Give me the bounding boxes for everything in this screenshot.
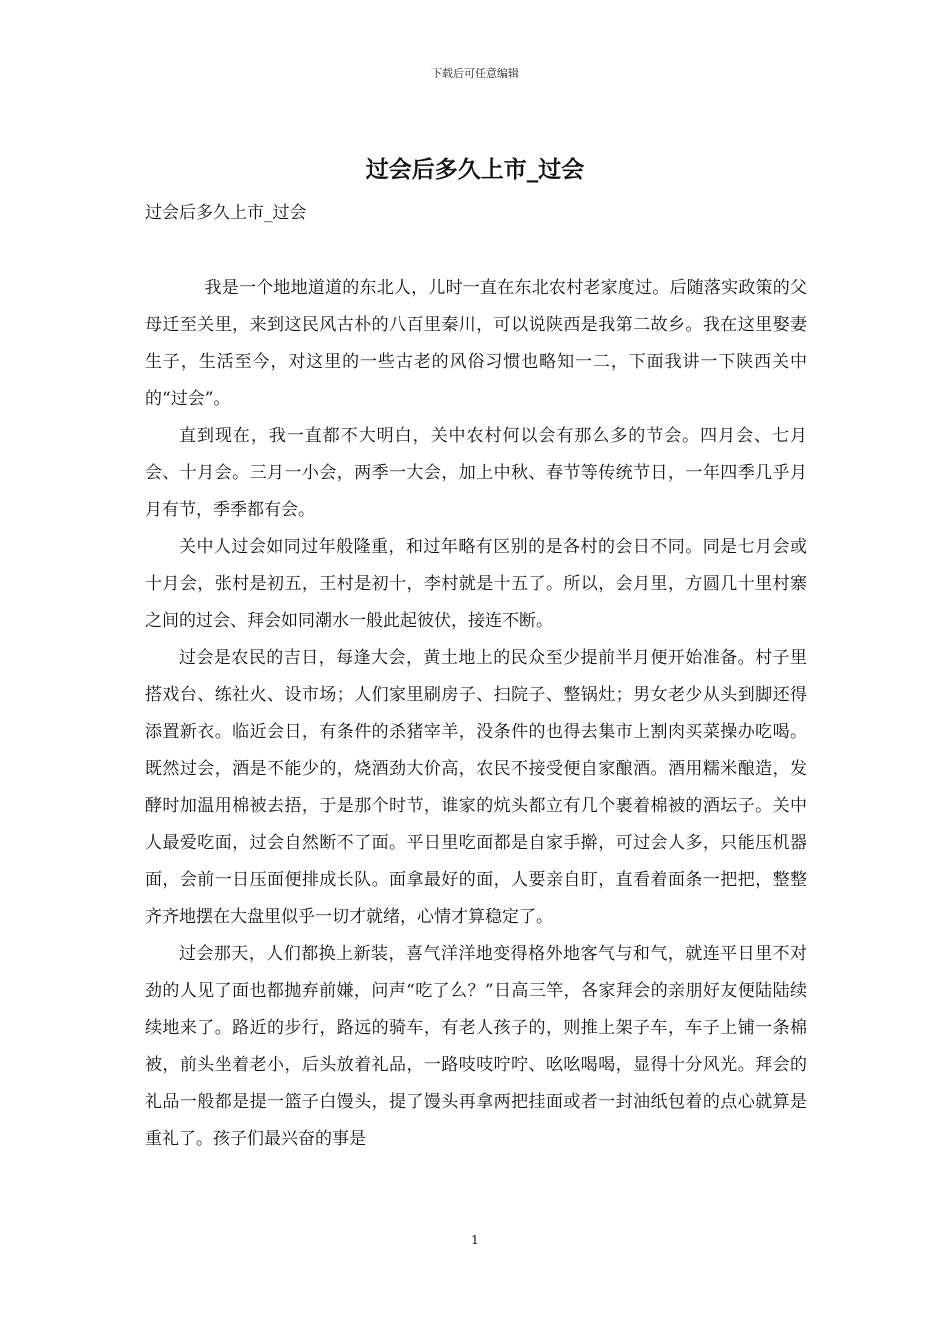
paragraph: 我是一个地地道道的东北人，儿时一直在东北农村老家度过。后随落实政策的父母迁至关里，来到这民风古朴的八百里秦川，可以说陕西是我第二故乡。我在这里娶妻生子，生活至今，对这里的一些古老的风俗习惯也略知一二，下面我讲一下陕西关中的“过会”。	[145, 278, 807, 409]
document-body	[145, 270, 807, 1158]
header-note: 下载后可任意编辑	[431, 67, 519, 80]
paragraph: 过会是农民的吉日，每逢大会，黄土地上的民众至少提前半月便开始准备。村子里搭戏台、练社火、设市场；人们家里刷房子、扫院子、整锅灶；男女老少从头到脚还得添置新衣。临近会日，有条件的杀猪宰羊，没条件的也得去集市上割肉买菜操办吃喝。既然过会，酒是不能少的，烧酒劲大价高，农民不接受便自家酿酒。酒用糯米酿造，发酵时加温用棉被去捂，于是那个时节，谁家的炕头都立有几个裹着棉被的酒坛子。关中人最爱吃面，过会自然断不了面。平日里吃面都是自家手擀，可过会人多，只能压机器面，会前一日压面便排成长队。面拿最好的面，人要亲自盯，直看着面条一把把，整整齐齐地摆在大盘里似乎一切才就绪，心情才算稳定了。	[145, 648, 807, 927]
paragraph: 关中人过会如同过年般隆重，和过年略有区别的是各村的会日不同。同是七月会或十月会，张村是初五，王村是初十，李村就是十五了。所以，会月里，方圆几十里村寨之间的过会、拜会如同潮水一般此起彼伏，接连不断。	[145, 537, 807, 631]
paragraph: 过会那天，人们都换上新装，喜气洋洋地变得格外地客气与和气，就连平日里不对劲的人见了面也都抛弃前嫌，问声“吃了么？”日高三竿，各家拜会的亲朋好友便陆陆续续地来了。路近的步行，路远的骑车，有老人孩子的，则推上架子车，车子上铺一条棉被，前头坐着老小，后头放着礼品，一路吱吱咛咛、吆吆喝喝，显得十分风光。拜会的礼品一般都是提一篮子白馒头，提了馒头再拿两把挂面或者一封油纸包着的点心就算是重礼了。孩子们最兴奋的事是	[145, 944, 807, 1149]
paragraph: 直到现在，我一直都不大明白，关中农村何以会有那么多的节会。四月会、七月会、十月会。三月一小会，两季一大会，加上中秋、春节等传统节日，一年四季几乎月月有节，季季都有会。	[145, 426, 807, 520]
page-number: 1	[471, 1233, 479, 1247]
document-subtitle: 过会后多久上市_过会	[145, 203, 307, 223]
document-title: 过会后多久上市_过会	[365, 157, 585, 183]
